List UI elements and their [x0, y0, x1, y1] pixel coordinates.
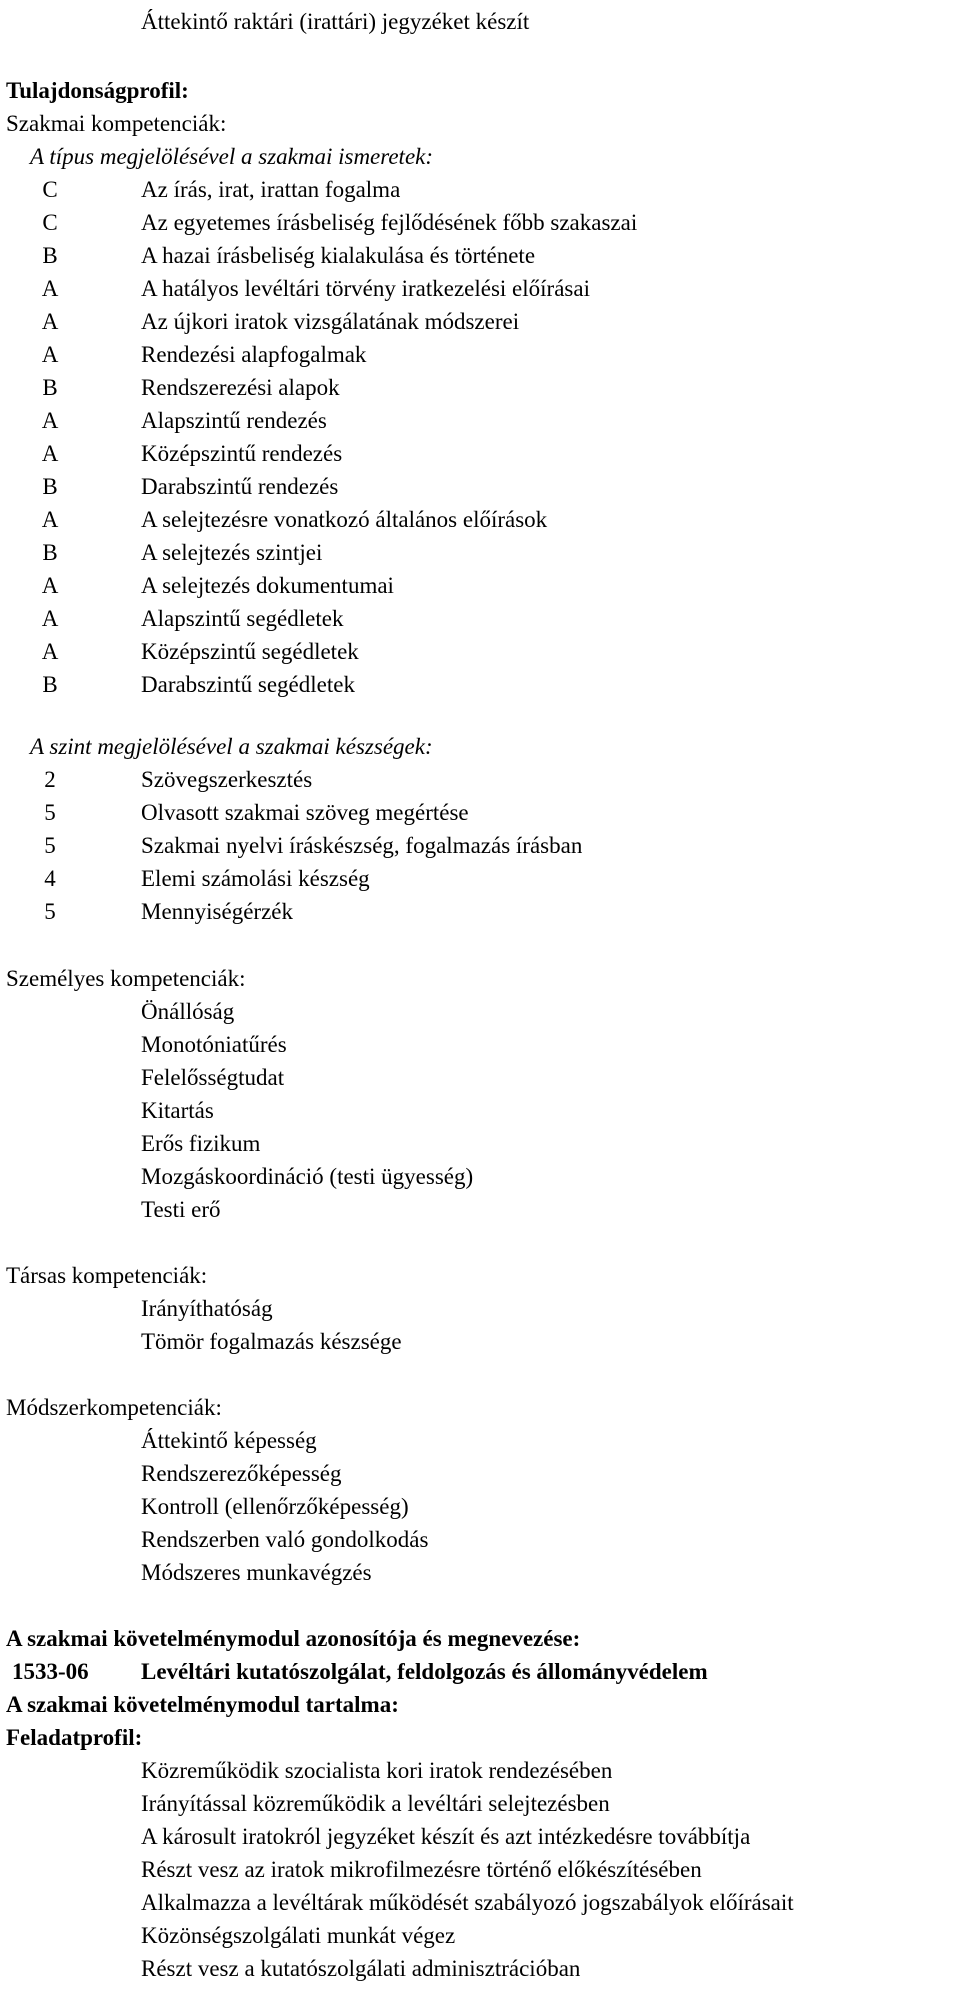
- tarsas-heading: Társas kompetenciák:: [6, 1263, 208, 1288]
- modszer-item: Kontroll (ellenőrzőképesség): [141, 1494, 409, 1519]
- ismeret-item-grade: B: [42, 672, 58, 697]
- keszseg-item-text: Mennyiségérzék: [141, 899, 293, 924]
- feladat-item: Közönségszolgálati munkát végez: [141, 1923, 456, 1948]
- ismeret-item: [0, 173, 960, 206]
- tarsas-item: Tömör fogalmazás készsége: [141, 1329, 402, 1354]
- szemelyes-item: Önállóság: [141, 999, 235, 1024]
- keszseg-item: [0, 862, 960, 895]
- ismeret-item: [0, 536, 960, 569]
- ismeret-item-text: Darabszintű segédletek: [141, 672, 355, 697]
- ismeret-item-grade: C: [42, 210, 58, 235]
- szakmai-kompetenciak-heading: Szakmai kompetenciák:: [6, 111, 227, 136]
- ismeret-item-text: A hazai írásbeliség kialakulása és története: [141, 243, 536, 268]
- keszseg-item: [0, 829, 960, 862]
- keszsegek-heading: A szint megjelölésével a szakmai készségek:: [30, 734, 433, 759]
- ismeret-item-grade: A: [41, 573, 59, 598]
- tarsas-item: Irányíthatóság: [141, 1296, 273, 1321]
- modszer-item: Rendszerben való gondolkodás: [141, 1527, 429, 1552]
- ismeret-item-text: Az újkori iratok vizsgálatának módszerei: [141, 309, 520, 334]
- ismeret-item-grade: A: [41, 408, 59, 433]
- szemelyes-item: Kitartás: [141, 1098, 214, 1123]
- modul-azonosito-heading: A szakmai követelménymodul azonosítója és megnevezése:: [6, 1626, 581, 1651]
- ismeret-item-text: Darabszintű rendezés: [141, 474, 339, 499]
- top-line: Áttekintő raktári (irattári) jegyzéket készít: [141, 9, 530, 34]
- ismeret-item: [0, 338, 960, 371]
- szemelyes-item: Testi erő: [141, 1197, 221, 1222]
- ismeret-item: [0, 404, 960, 437]
- modszer-heading: Módszerkompetenciák:: [6, 1395, 222, 1420]
- keszseg-item-grade: 4: [44, 866, 56, 891]
- ismeret-item-text: A selejtezésre vonatkozó általános előírások: [141, 507, 548, 532]
- keszseg-item-text: Elemi számolási készség: [141, 866, 370, 891]
- ismeret-item-grade: B: [42, 540, 58, 565]
- keszseg-item-grade: 5: [44, 833, 56, 858]
- feladat-item: A károsult iratokról jegyzéket készít és azt intézkedésre továbbítja: [141, 1824, 751, 1849]
- szemelyes-item: Monotóniatűrés: [141, 1032, 287, 1057]
- keszseg-item-text: Szövegszerkesztés: [141, 767, 313, 792]
- szemelyes-heading: Személyes kompetenciák:: [6, 966, 246, 991]
- ismeret-item-text: Alapszintű rendezés: [141, 408, 327, 433]
- ismeret-item-grade: A: [41, 507, 59, 532]
- ismeret-item: [0, 437, 960, 470]
- keszseg-item: [0, 895, 960, 928]
- ismeret-item: [0, 239, 960, 272]
- feladat-item: Alkalmazza a levéltárak működését szabályozó jogszabályok előírásait: [141, 1890, 794, 1915]
- feladatprofil-heading: Feladatprofil:: [6, 1725, 143, 1750]
- ismeret-item-text: A hatályos levéltári törvény iratkezelési előírásai: [141, 276, 590, 301]
- ismeret-item-text: Rendezési alapfogalmak: [141, 342, 367, 367]
- ismeret-item: [0, 470, 960, 503]
- modul-name: Levéltári kutatószolgálat, feldolgozás és állományvédelem: [141, 1659, 708, 1684]
- ismeret-item-text: Középszintű rendezés: [141, 441, 343, 466]
- keszseg-item-grade: 5: [44, 899, 56, 924]
- ismeret-item-text: Rendszerezési alapok: [141, 375, 340, 400]
- ismeret-item: [0, 305, 960, 338]
- ismeret-item-grade: B: [42, 375, 58, 400]
- ismeret-item-grade: A: [41, 276, 59, 301]
- ismeret-item-text: Középszintű segédletek: [141, 639, 359, 664]
- ismeret-item-text: A selejtezés szintjei: [141, 540, 323, 565]
- ismeret-item-text: A selejtezés dokumentumai: [141, 573, 394, 598]
- ismeret-item-grade: A: [41, 639, 59, 664]
- modul-code: 1533-06: [12, 1659, 89, 1684]
- ismeret-item-grade: A: [41, 342, 59, 367]
- feladat-item: Részt vesz a kutatószolgálati adminisztrációban: [141, 1956, 581, 1981]
- keszseg-item-grade: 2: [44, 767, 56, 792]
- szemelyes-item: Mozgáskoordináció (testi ügyesség): [141, 1164, 474, 1189]
- feladat-item: Közreműködik szocialista kori iratok rendezésében: [141, 1758, 613, 1783]
- ismeret-item-text: Az írás, irat, irattan fogalma: [141, 177, 401, 202]
- ismeret-item-text: Alapszintű segédletek: [141, 606, 344, 631]
- modul-tartalma-heading: A szakmai követelménymodul tartalma:: [6, 1692, 399, 1717]
- ismeret-item: [0, 635, 960, 668]
- keszseg-item-text: Olvasott szakmai szöveg megértése: [141, 800, 469, 825]
- ismeret-item: [0, 272, 960, 305]
- feladat-item: Irányítással közreműködik a levéltári selejtezésben: [141, 1791, 610, 1816]
- ismeret-item-grade: A: [41, 441, 59, 466]
- ismeret-item: [0, 668, 960, 701]
- ismeret-item: [0, 371, 960, 404]
- feladat-item: Részt vesz az iratok mikrofilmezésre történő előkészítésében: [141, 1857, 702, 1882]
- ismeret-item: [0, 206, 960, 239]
- modszer-item: Áttekintő képesség: [141, 1428, 317, 1453]
- ismeret-item-grade: A: [41, 606, 59, 631]
- keszseg-item-text: Szakmai nyelvi íráskészség, fogalmazás írásban: [141, 833, 583, 858]
- szemelyes-item: Felelősségtudat: [141, 1065, 285, 1090]
- ismeret-item: [0, 602, 960, 635]
- ismeret-item: [0, 503, 960, 536]
- ismeret-item-grade: B: [42, 243, 58, 268]
- ismeret-item-grade: B: [42, 474, 58, 499]
- szemelyes-item: Erős fizikum: [141, 1131, 261, 1156]
- ismeret-item-grade: A: [41, 309, 59, 334]
- modszer-item: Módszeres munkavégzés: [141, 1560, 372, 1585]
- ismeret-item-text: Az egyetemes írásbeliség fejlődésének főbb szakaszai: [141, 210, 638, 235]
- keszseg-item: [0, 763, 960, 796]
- ismeret-item-grade: C: [42, 177, 58, 202]
- keszseg-item-grade: 5: [44, 800, 56, 825]
- keszseg-item: [0, 796, 960, 829]
- modszer-item: Rendszerezőképesség: [141, 1461, 342, 1486]
- tulajdonsagprofil-heading: Tulajdonságprofil:: [6, 78, 189, 103]
- ismeret-item: [0, 569, 960, 602]
- ismeretek-heading: A típus megjelölésével a szakmai ismeretek:: [30, 144, 434, 169]
